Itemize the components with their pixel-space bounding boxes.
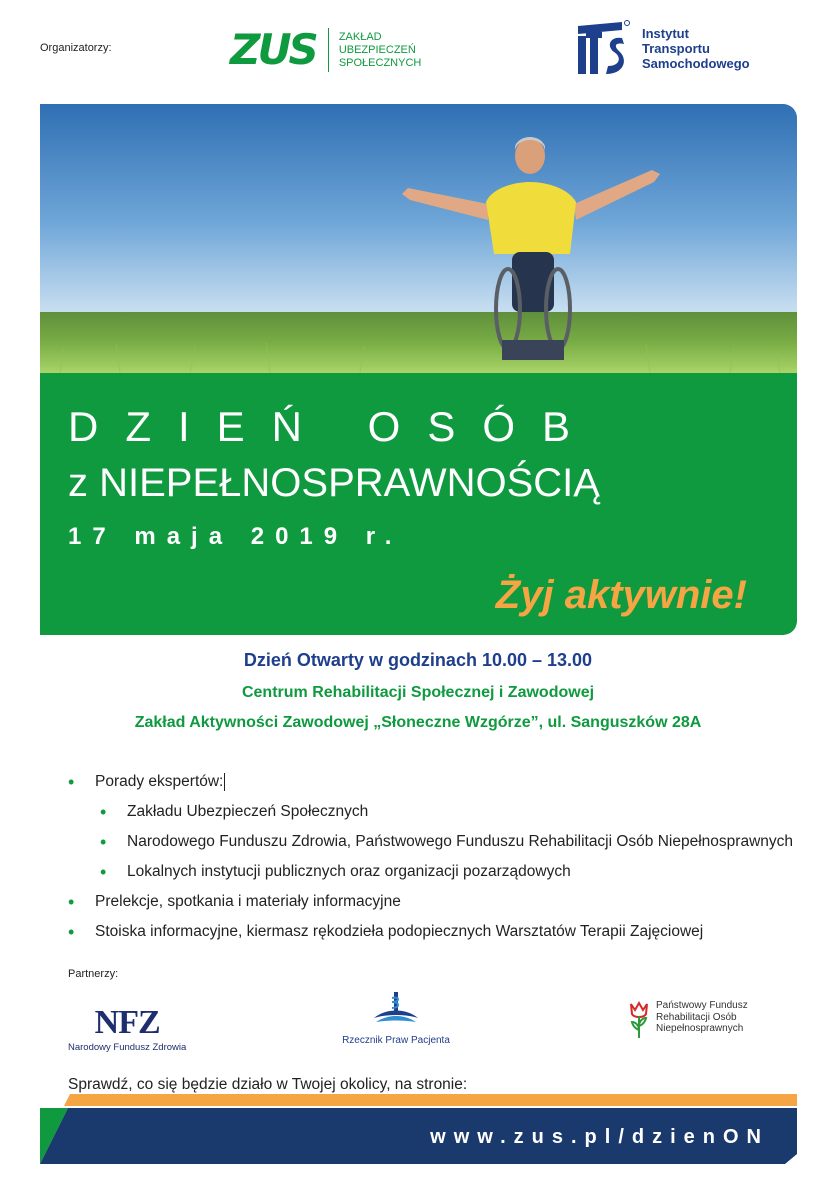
pfron-logo-text: Państwowy Fundusz Rehabilitacji Osób Niepełnosprawnych xyxy=(656,1000,748,1034)
its-logo xyxy=(572,20,750,76)
its-logo-text: Instytut Transportu Samochodowego xyxy=(642,25,750,71)
rpp-emblem-icon xyxy=(340,990,452,1028)
open-day-hours: Dzień Otwarty w godzinach 10.00 – 13.00 xyxy=(243,650,593,670)
nfz-logo-mark: NFZ xyxy=(94,1004,160,1041)
venue-address: Zakład Aktywności Zawodowej „Słoneczne Wzgórze”, ul. Sanguszków 28A xyxy=(134,714,702,731)
banner-title-line1: DZIEŃ OSÓB xyxy=(68,403,598,450)
nfz-logo xyxy=(68,1006,186,1053)
website-url[interactable]: www.zus.pl/dzienON xyxy=(430,1126,769,1148)
list-subitem: • Zakładu Ubezpieczeń Społecznych xyxy=(100,802,818,822)
list-item: • Stoiska informacyjne, kiermasz rękodzieła podopiecznych Warsztatów Terapii Zajęciowej xyxy=(68,922,818,942)
title-banner xyxy=(40,373,797,635)
tulip-icon xyxy=(628,1000,650,1040)
zus-logo-divider xyxy=(328,28,329,72)
hero-photo xyxy=(40,104,797,373)
zus-logo-text: ZAKŁAD UBEZPIECZEŃ SPOŁECZNYCH xyxy=(338,30,422,69)
list-item: • Prelekcje, spotkania i materiały informacyjne xyxy=(68,892,818,912)
its-logo-icon xyxy=(572,20,630,76)
rpp-logo xyxy=(340,990,452,1046)
nfz-logo-text: Narodowy Fundusz Zdrowia xyxy=(68,1042,187,1053)
list-subitem: • Lokalnych instytucji publicznych oraz organizacji pozarządowych xyxy=(100,862,818,882)
list-subitem: • Narodowego Funduszu Zdrowia, Państwowego Funduszu Rehabilitacji Osób Niepełnosprawnych xyxy=(100,832,818,852)
check-website-text: Sprawdź, co się będzie działo w Twojej okolicy, na stronie: xyxy=(68,1076,468,1093)
organizers-label: Organizatorzy: xyxy=(40,42,112,54)
banner-title-line2: z NIEPEŁNOSPRAWNOŚCIĄ xyxy=(68,461,600,505)
banner-slogan: Żyj aktywnie! xyxy=(495,573,747,617)
venue-name: Centrum Rehabilitacji Społecznej i Zawodowej xyxy=(241,684,595,701)
partners-label: Partnerzy: xyxy=(68,968,119,980)
list-item: • Porady ekspertów: xyxy=(68,772,818,792)
rpp-logo-text: Rzecznik Praw Pacjenta xyxy=(342,1035,450,1046)
footer-banner xyxy=(40,1094,797,1164)
pfron-logo xyxy=(628,1000,748,1040)
zus-logo-mark: ZUS xyxy=(230,25,316,74)
program-list xyxy=(68,772,818,952)
zus-logo xyxy=(230,25,422,74)
banner-date: 17 maja 2019 r. xyxy=(68,523,403,550)
